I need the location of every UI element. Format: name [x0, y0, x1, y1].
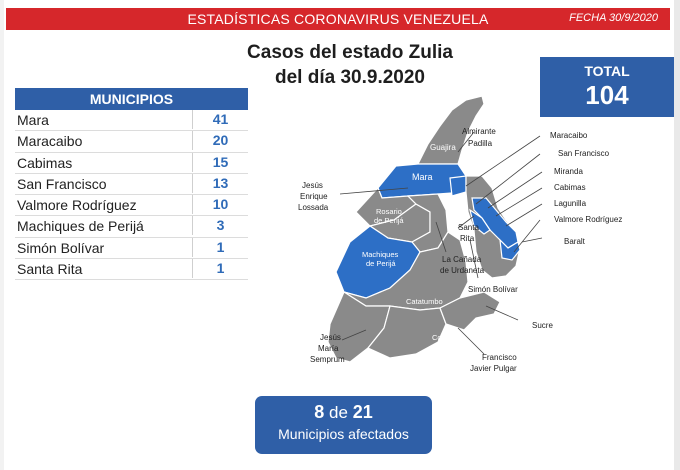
label-catatumbo: Catatumbo — [406, 297, 443, 306]
row-name: Valmore Rodríguez — [17, 197, 137, 214]
label-colon: Colón — [432, 333, 452, 342]
row-name: Cabimas — [17, 154, 73, 171]
left-frame — [0, 0, 4, 470]
table-row — [15, 259, 248, 280]
label-mara: Mara — [412, 172, 433, 182]
label-valmore: Valmore Rodríguez — [554, 215, 623, 224]
label-miranda: Miranda — [554, 167, 583, 176]
row-value: 1 — [192, 259, 248, 278]
row-value: 13 — [192, 174, 248, 193]
row-value: 1 — [192, 238, 248, 257]
table-row — [15, 195, 248, 216]
table-row — [15, 131, 248, 152]
right-frame — [674, 0, 680, 470]
banner-date: FECHA 30/9/2020 — [569, 12, 658, 24]
row-name: Simón Bolívar — [17, 239, 105, 256]
label-almirante-1: Almirante — [462, 127, 496, 136]
label-jesus-maria-3: Semprum — [310, 355, 345, 364]
row-name: Machiques de Perijá — [17, 218, 144, 235]
affected-municipios-box — [255, 396, 432, 454]
label-rosario-2: de Perijá — [374, 216, 404, 225]
row-value: 10 — [192, 195, 248, 214]
label-jesus-enrique-1: Jesús — [302, 181, 323, 190]
label-jesus-maria-1: Jesús — [320, 333, 341, 342]
row-name: Mara — [17, 112, 49, 128]
table-row — [15, 238, 248, 259]
label-machiques-2: de Perijá — [366, 259, 396, 268]
banner-title: ESTADÍSTICAS CORONAVIRUS VENEZUELA — [187, 11, 489, 27]
page-title — [235, 40, 465, 90]
label-canada-2: de Urdaneta — [440, 266, 485, 275]
label-jesus-maria-2: María — [318, 344, 339, 353]
label-almirante-2: Padilla — [468, 139, 493, 148]
label-machiques-1: Machiques — [362, 250, 399, 259]
row-value: 41 — [192, 110, 248, 129]
title-line-2: del día 30.9.2020 — [275, 67, 425, 88]
row-name: San Francisco — [17, 175, 107, 192]
municipios-table — [15, 88, 248, 280]
affected-connector: de — [329, 403, 348, 422]
label-simon-bolivar: Simón Bolívar — [468, 285, 518, 294]
label-sucre: Sucre — [532, 321, 553, 330]
affected-count-line — [255, 402, 432, 423]
label-rosario-1: Rosario — [376, 207, 402, 216]
row-value: 15 — [192, 153, 248, 172]
total-label: TOTAL — [584, 63, 630, 79]
row-name: Maracaibo — [17, 133, 83, 150]
label-jesus-enrique-3: Lossada — [298, 203, 329, 212]
label-lagunilla: Lagunilla — [554, 199, 587, 208]
table-row — [15, 174, 248, 195]
label-san-francisco: San Francisco — [558, 149, 610, 158]
label-canada-1: La Cañada — [442, 255, 482, 264]
region-maracaibo — [450, 176, 466, 196]
total-value: 104 — [585, 80, 629, 110]
row-value: 3 — [192, 216, 248, 235]
label-francisco-1: Francisco — [482, 353, 517, 362]
label-santa-rita-1: Santa — [458, 223, 479, 232]
top-banner — [6, 8, 670, 30]
table-row — [15, 216, 248, 237]
title-line-1: Casos del estado Zulia — [247, 42, 453, 63]
label-maracaibo: Maracaibo — [550, 131, 588, 140]
row-name: Santa Rita — [17, 261, 83, 278]
table-row — [15, 153, 248, 174]
label-baralt: Baralt — [564, 237, 585, 246]
label-cabimas: Cabimas — [554, 183, 586, 192]
affected-total: 21 — [352, 402, 373, 422]
affected-count: 8 — [314, 402, 325, 422]
municipios-header: MUNICIPIOS — [15, 88, 248, 110]
label-santa-rita-2: Rita — [460, 234, 475, 243]
label-guajira: Guajira — [430, 143, 456, 152]
label-francisco-2: Javier Pulgar — [470, 364, 517, 373]
affected-label: Municipios afectados — [278, 426, 409, 442]
row-value: 20 — [192, 131, 248, 150]
label-jesus-enrique-2: Enrique — [300, 192, 328, 201]
table-row — [15, 110, 248, 131]
